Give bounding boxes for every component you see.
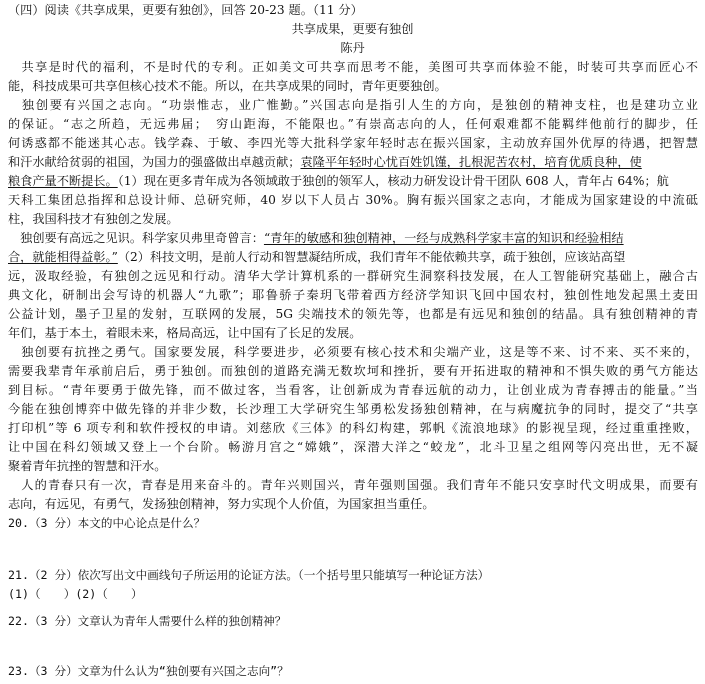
body-line: 到目标。“青年要勇于做先锋，而不做过客，当看客，让创新成为青春远航的动力，让创业成为青春搏击的能量。”当 [8, 383, 698, 397]
question-21: 21.（2 分）依次写出文中画线句子所运用的论证方法。（一个括号里只能填写一种论证方法） [8, 568, 490, 582]
body-text: （1）现在更多青年成为各领域敢于独创的领军人，核动力研发设计骨干团队 608 人，青年占 64%；航 [117, 174, 669, 188]
question-21-blanks: (1)（ ）(2)（ ） [8, 587, 143, 601]
underlined-sentence-1: 袁隆平年轻时心忧百姓饥馑，扎根泥苦农村，培育优质良种，使 [300, 155, 642, 169]
body-line: 柱，我国科技才有独创之发展。 [8, 212, 179, 226]
body-line [8, 248, 698, 267]
article-author: 陈丹 [340, 41, 365, 55]
body-line: 今能在独创博弈中做先锋的并非少数，长沙理工大学研究生邹勇松发扬独创精神，在与病魔抗争的同时，提交了“共享 [8, 402, 698, 416]
section-header: （四）阅读《共享成果，更要有独创》，回答 20-23 题。（11 分） [8, 3, 363, 17]
body-line: 何诱惑都不能迷其心志。钱学森、于敏、李四光等大批科学家年轻时志在振兴国家，主动放弃国外优厚的待遇，把智慧 [8, 136, 698, 150]
body-line [8, 153, 698, 172]
underlined-sentence-2: “青年的敏感和独创精神，一经与成熟科学家丰富的知识和经验相结 [263, 231, 624, 245]
question-20: 20.（3 分）本文的中心论点是什么？ [8, 516, 206, 530]
body-line: 需要我辈青年承前启后，勇于独创。而独创的道路充满无数坎坷和挫折，要有开拓进取的精神和不惧失败的勇气方能达 [8, 364, 698, 378]
body-line: 志向，有远见，有勇气，发扬独创精神，努力实现个人价值，为国家担当重任。 [8, 497, 435, 511]
body-line: 典文化，研制出会写诗的机器人“九歌”；耶鲁骄子秦玥飞带着西方经济学知识飞回中国农村，独创性地发起黑土麦田 [8, 288, 698, 302]
body-text: 和汗水献给贫弱的祖国，为国力的强盛做出卓越贡献； [8, 155, 301, 169]
body-line: 人的青春只有一次，青春是用来奋斗的。青年兴则国兴，青年强则国强。我们青年不能只安享时代文明成果，而要有 [8, 478, 698, 492]
article-title: 共享成果，更要有独创 [291, 22, 414, 36]
body-line: 共享是时代的福利，不是时代的专利。正如美文可共享而思考不能，美图可共享而体验不能，时装可共享而匠心不 [8, 60, 698, 74]
body-line: 独创要有兴国之志向。“功崇惟志，业广惟勤。”兴国志向是指引人生的方向，是独创的精神支柱，也是建功立业 [8, 98, 698, 112]
body-text: （2）科技文明，是前人行动和智慧凝结所成，我们青年不能依赖共享，疏于独创，应该站高望 [117, 250, 626, 264]
question-23: 23.（3 分）文章为什么认为“独创要有兴国之志向”？ [8, 664, 289, 678]
underlined-sentence-2-end: 合，就能相得益彰。” [8, 250, 118, 264]
body-line: 打印机”等 6 项专利和软件授权的申请。刘慈欣《三体》的科幻构建，郭帆《流浪地球》的影视呈现，经过重重挫败， [8, 421, 698, 435]
body-line: 能，科技成果可共享但核心技术不能。所以，在共享成果的同时，青年更要独创。 [8, 79, 447, 93]
body-line [8, 229, 698, 248]
body-line [8, 172, 698, 191]
body-line: 的保证。“志之所趋，无远弗届； 穷山距海，不能限也。”有崇高志向的人，任何艰难都不能羁绊他前行的脚步，任 [8, 117, 698, 131]
underlined-sentence-1-end: 粮食产量不断提长。 [8, 174, 118, 188]
body-line: 天科工集团总指挥和总设计师、总研究师，40 岁以下人员占 30%。胸有振兴国家之志向，才能成为国家建设的中流砥 [8, 193, 698, 207]
body-line: 让中国在科幻领域又登上一个台阶。畅游月宫之“嫦娥”，深潜大洋之“蛟龙”，北斗卫星之组网等闪亮出世，无不凝 [8, 440, 698, 454]
body-line: 公益计划，墨子卫星的发射，互联网的发展，5G 尖端技术的领先等，也都是有远见和独创的结晶。具有独创精神的青 [8, 307, 698, 321]
body-line: 远，汲取经验，有独创之远见和行动。清华大学计算机系的一群研究生洞察科技发展，在人工智能研究基础上，融合古 [8, 269, 698, 283]
body-line: 独创要有抗挫之勇气。国家要发展，科学要进步，必须要有核心技术和尖端产业，这是等不来、讨不来、买不来的， [8, 345, 698, 359]
body-line: 聚着青年抗挫的智慧和汗水。 [8, 459, 167, 473]
body-text: 独创要有高远之见识。科学家贝弗里奇曾言： [8, 231, 264, 245]
body-line: 年们，基于本土，着眼未来，格局高远，让中国有了长足的发展。 [8, 326, 362, 340]
question-22: 22.（3 分）文章认为青年人需要什么样的独创精神？ [8, 614, 287, 628]
